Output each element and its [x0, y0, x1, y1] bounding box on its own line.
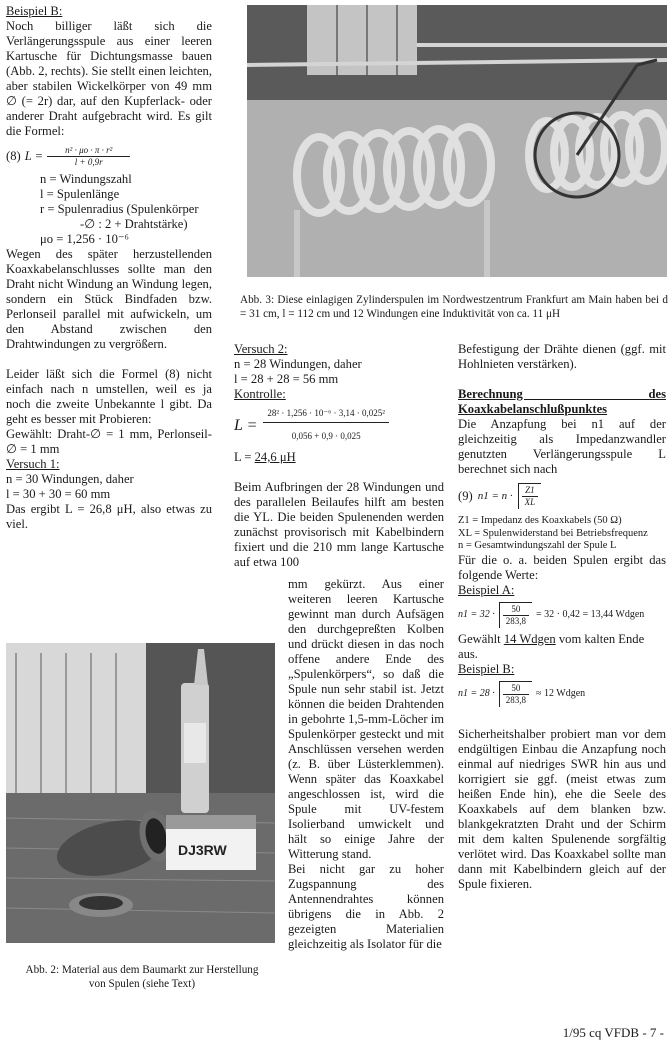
para-kartusche: mm gekürzt. Aus einer weiteren leeren Kartusche gewinnt man durch Aufsägen den durchgepreßten Kolben und drückt diesen in das noch offene andere Ende des „Spulenkörpers“, so daß die Spule nun sehr stabil ist. Jetzt können die beiden Drahtenden in gebohrte 1,5-mm-Löcher im Spulenkörper gesteckt und mit Anschlüssen versehen werden (z. B. über Lüsterklemmen). Wenn später das Koaxkabel angeschlossen ist, wird die Spule mit UV-festem Isolierband umwickelt und hält so einige Jahre der Witterung stand. [288, 577, 444, 861]
col3-continuation: Befestigung der Drähte dienen (ggf. mit Hohlnieten verstärken). [458, 342, 666, 371]
bsp-a-denominator: 283,8 [505, 615, 526, 626]
formula-label: (8) [6, 149, 21, 163]
para-aufbringen: Beim Aufbringen der 28 Windungen und des parallelen Beilaufes hilft am besten die YL. Die beiden Spulenenden werden zunächst provisorisch mit Kabelbindern fixiert und die 210 mm lange Kartusche auf etwa 100 [234, 480, 444, 569]
formula9-fraction [522, 485, 539, 508]
formula9-label: (9) [458, 488, 473, 503]
formula9-sqrt [518, 483, 542, 509]
fig2-callsign: DJ3RW [178, 842, 227, 858]
formula-bsp-b [458, 681, 666, 707]
beispiel-b2-heading: Beispiel B: [458, 661, 515, 676]
kontrolle-denominator: 0,056 + 0,9 · 0,025 [291, 431, 361, 441]
versuch1-heading: Versuch 1: [6, 457, 60, 471]
formula-bsp-a [458, 602, 666, 628]
page-footer: 1/95 cq VFDB - 7 - [562, 1025, 664, 1040]
para-formel: Leider läßt sich die Formel (8) nicht einfach nach n umstellen, weil es ja noch die zweite Unbekannte l gibt. Da geht es besser mit Probieren: [6, 367, 212, 426]
formula-denominator: l + 0,9r [74, 157, 103, 167]
formula-9 [458, 483, 666, 509]
versuch1-line3: Das ergibt L = 26,8 μH, also etwas zu viel. [6, 502, 212, 531]
bsp-b-fraction [503, 683, 529, 706]
result-prefix: L = [234, 450, 255, 464]
bsp-a-sqrt [499, 602, 532, 628]
bsp-b-lhs: n1 = 28 · [458, 688, 495, 699]
bsp-b-rhs: ≈ 12 Wdgen [536, 688, 586, 699]
kontrolle-result [234, 450, 444, 465]
para-werte: Für die o. a. beiden Spulen ergibt das folgende Werte: [458, 552, 666, 582]
section-heading-koax: Berechnung des Koaxkabelanschlußpunktes [458, 387, 666, 416]
formula9-lhs: n1 = n · [477, 489, 513, 502]
def-l: l = Spulenlänge [40, 187, 120, 201]
gewaehlt-suffix: vom kalten Ende aus. [458, 631, 645, 661]
kontrolle-heading: Kontrolle: [234, 387, 286, 401]
bsp-b-denominator: 283,8 [505, 694, 526, 705]
fig3-illustration [247, 5, 667, 277]
col2-lower [288, 577, 444, 952]
def-xl: XL = Spulenwiderstand bei Betriebsfrequenz [458, 527, 648, 539]
gewaehlt-prefix: Gewählt [458, 631, 504, 646]
beispiel-b-heading: Beispiel B: [6, 4, 63, 18]
bsp-a-lhs: n1 = 32 · [458, 609, 495, 620]
result-value: 24,6 μH [254, 450, 296, 464]
fig3-photo [247, 5, 667, 277]
versuch1-line2: l = 30 + 30 = 60 mm [6, 487, 111, 501]
def-n: n = Windungszahl [40, 172, 132, 186]
def-r: r = Spulenradius (Spulenkörper [40, 202, 199, 216]
gewaehlt-line [458, 632, 666, 662]
para-gewaehlt: Gewählt: Draht-∅ = 1 mm, Perlonseil-∅ = 1 mm [6, 427, 212, 456]
def-r-cont: -∅ : 2 + Drahtstärke) [80, 217, 188, 231]
para-sicherheit: Sicherheitshalber probiert man vor dem endgültigen Einbau die Anzapfung noch einmal auf niedriges SWR hin aus und korrigiert sie ggf. (meist etwas zum heißen Ende hin), ehe die Seele des Koaxkabels auf dem blanken bzw. blankgekratzten Draht und der Schirm mit dem kalten Spulenende sorgfältig verlötet wird. Das Koaxkabel sollte man dann mit Kabelbindern gleich auf der Spule fixieren. [458, 726, 666, 891]
kontrolle-lhs: L = [234, 416, 258, 434]
formula-8 [6, 145, 212, 168]
bsp-a-numerator: 50 [503, 604, 529, 616]
kontrolle-numerator: 28² · 1,256 · 10⁻⁶ · 3,14 · 0,025² [263, 408, 389, 423]
bsp-a-rhs: = 32 · 0,42 = 13,44 Wdgen [536, 609, 645, 620]
bsp-b-sqrt [499, 681, 532, 707]
versuch1-line1: n = 30 Windungen, daher [6, 472, 134, 486]
para-koax: Wegen des später herzustellenden Koaxkabelanschlusses sollte man den Draht nicht Windung an Windung legen, sondern ein Stück Bindfaden bzw. Perlonseil parallel mit aufwickeln, um den Abstand zwischen den Drahtwindungen zu vergrößern. [6, 247, 212, 351]
fig3-caption: Abb. 3: Diese einlagigen Zylinderspulen im Nordwestzentrum Frankfurt am Main haben bei d = 31 cm, l = 112 cm und 12 Windungen eine Induktivität von ca. 11 μH [240, 294, 668, 320]
fig2-caption: Abb. 2: Material aus dem Baumarkt zur Herstellung von Spulen (siehe Text) [25, 964, 259, 990]
versuch2-line1: n = 28 Windungen, daher [234, 357, 362, 371]
col3 [458, 342, 666, 892]
definitions [6, 172, 212, 247]
def-mu: μo = 1,256 · 10⁻⁶ [40, 232, 129, 246]
col1-top [6, 4, 212, 532]
formula9-denominator: XL [524, 497, 536, 507]
bsp-b-numerator: 50 [503, 683, 529, 695]
def-n-total: n = Gesamtwindungszahl der Spule L [458, 540, 617, 551]
formula9-numerator: Z1 [522, 485, 539, 497]
para-zugspannung: Bei nicht gar zu hoher Zugspannung des Antennendrahtes können übrigens die in Abb. 2 gezeigten Materialien gleichzeitig als Isolator für die [288, 862, 444, 951]
col2 [234, 342, 444, 570]
bsp-a-fraction [503, 604, 529, 627]
versuch2-line2: l = 28 + 28 = 56 mm [234, 372, 339, 386]
fig2-illustration [6, 643, 275, 943]
fig2-photo [6, 643, 275, 943]
kontrolle-formula [234, 408, 444, 442]
def-z1: Z1 = Impedanz des Koaxkabels (50 Ω) [458, 515, 622, 526]
beispiel-a-heading: Beispiel A: [458, 582, 515, 597]
formula-lhs: L = [24, 149, 44, 163]
kontrolle-fraction [263, 408, 389, 442]
intro-paragraph: Noch billiger läßt sich die Verlängerungsspule aus einer leeren Kartusche für Dichtungsmasse bauen (Abb. 2, rechts). Sie stellt einen leichten, aber stabilen Wickelkörper von 49 mm ∅ (= 2r) dar, auf den Kupferlack- oder anderer Draht aufgebracht wird. Es gilt die Formel: [6, 19, 212, 138]
para-anzapfung: Die Anzapfung bei n1 auf der gleichzeitig als Impedanzwandler genutzten Verlängerungsspule L berechnet sich nach [458, 417, 666, 476]
formula-numerator: n² · μo · π · r² [47, 145, 130, 157]
gewaehlt-value: 14 Wdgen [503, 631, 556, 646]
versuch2-heading: Versuch 2: [234, 342, 288, 356]
formula-fraction [47, 145, 130, 168]
